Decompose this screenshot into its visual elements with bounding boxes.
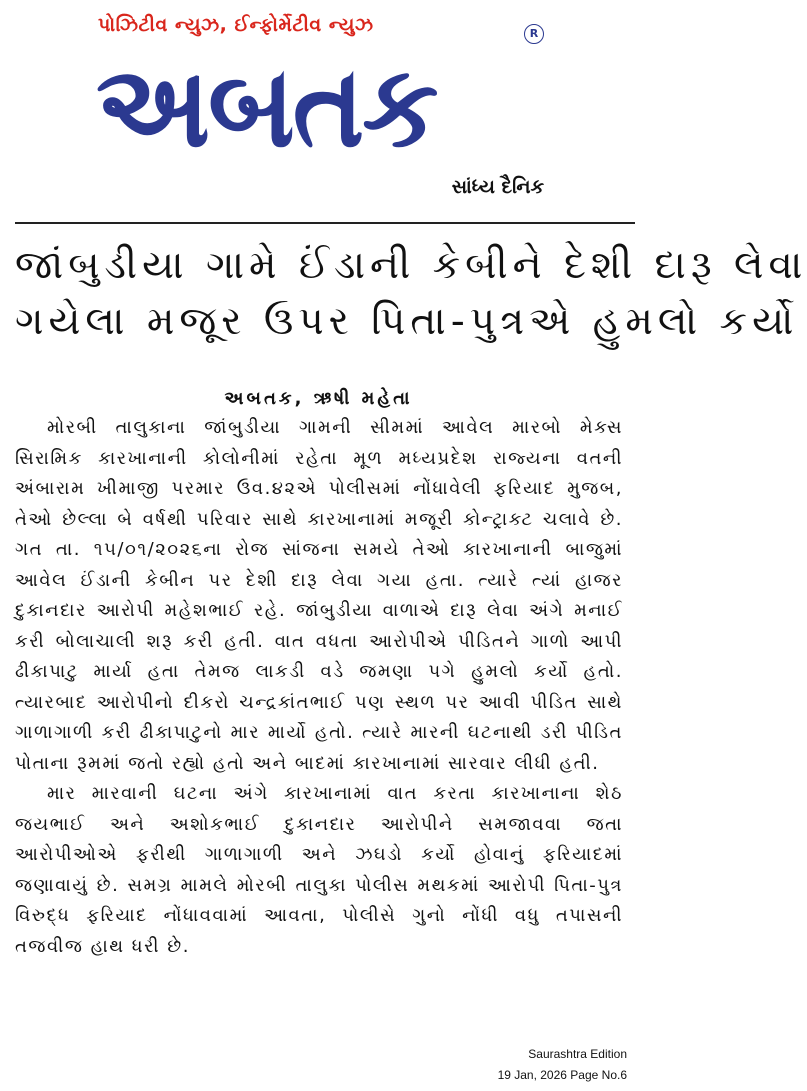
article-body bbox=[15, 413, 623, 962]
masthead-tagline: પોઝિટીવ ન્યુઝ, ઈન્ફોર્મેટીવ ન્યુઝ bbox=[98, 14, 374, 36]
masthead-divider bbox=[15, 222, 635, 224]
masthead bbox=[0, 0, 637, 220]
headline-line-2: ગયેલા મજૂર ઉપર પિતા-પુત્રએ હુમલો કર્યો bbox=[15, 299, 799, 344]
headline-line-1: જાંબુડીયા ગામે ઈંડાની કેબીને દેશી દારૂ લેવા bbox=[15, 243, 807, 288]
edition-label: Saurashtra Edition bbox=[528, 1047, 627, 1061]
article-byline: અબતક, ઋષી મહેતા bbox=[224, 388, 413, 409]
article-paragraph-1: મોરબી તાલુકાના જાંબુડીયા ગામની સીમમાં આવેલ મારબો મેક્સ સિરામિક કારખાનાની કોલોનીમાં રહેતા મૂળ મધ્યપ્રદેશ રાજ્યના વતની અંબારામ ખીમાજી પરમાર ઉવ.૪૨એ પોલીસમાં નોંધાવેલી ફરિયાદ મુજબ, તેઓ છેલ્લા બે વર્ષથી પરિવાર સાથે કારખાનામાં મજૂરી કોન્ટ્રાક્ટ ચલાવે છે. ગત તા. ૧૫/૦૧/૨૦૨૬ના રોજ સાંજના સમયે તેઓ કારખાનાની બાજુમાં આવેલ ઈંડાની કેબીન પર દેશી દારૂ લેવા ગયા હતા. ત્યારે ત્યાં હાજર દુકાનદાર આરોપી મહેશભાઈ રહે. જાંબુડીયા વાળાએ દારૂ લેવા અંગે મનાઈ કરી બોલાચાલી શરૂ કરી હતી. વાત વધતા આરોપીએ પીડિતને ગાળો આપી ઢીકાપાટુ માર્યા હતા તેમજ લાકડી વડે જમણા પગે હુમલો કર્યો હતો. ત્યારબાદ આરોપીનો દીકરો ચન્દ્રકાંતભાઈ પણ સ્થળ પર આવી પીડિત સાથે ગાળાગાળી કરી ઢીકાપાટુનો માર માર્યો હતો. ત્યારે મારની ઘટનાથી ડરી પીડિત પોતાના રૂમમાં જતો રહ્યો હતો અને બાદમાં કારખાનામાં સારવાર લીધી હતી. bbox=[15, 417, 623, 774]
date-page-label: 19 Jan, 2026 Page No.6 bbox=[497, 1068, 627, 1082]
article-paragraph-2: માર મારવાની ઘટના અંગે કારખાનામાં વાત કરતા કારખાનાના શેઠ જયભાઈ અને અશોકભાઈ દુકાનદાર આરોપીને સમજાવવા જતા આરોપીઓએ ફરીથી ગાળાગાળી અને ઝઘડો કર્યો હોવાનું ફરિયાદમાં જણાવાયું છે. સમગ્ર મામલે મોરબી તાલુકા પોલીસ મથકમાં આરોપી પિતા-પુત્ર વિરુદ્ધ ફરિયાદ નોંધાવવામાં આવતા, પોલીસે ગુનો નોંધી વધુ તપાસની તજવીજ હાથ ધરી છે. bbox=[15, 783, 623, 957]
page-footer bbox=[498, 1044, 627, 1086]
newspaper-logo: અબતક bbox=[96, 41, 437, 173]
registered-mark-icon: R bbox=[524, 24, 544, 44]
article-headline bbox=[15, 238, 807, 350]
masthead-subtitle: સાંધ્ય દૈનિક bbox=[451, 176, 544, 198]
